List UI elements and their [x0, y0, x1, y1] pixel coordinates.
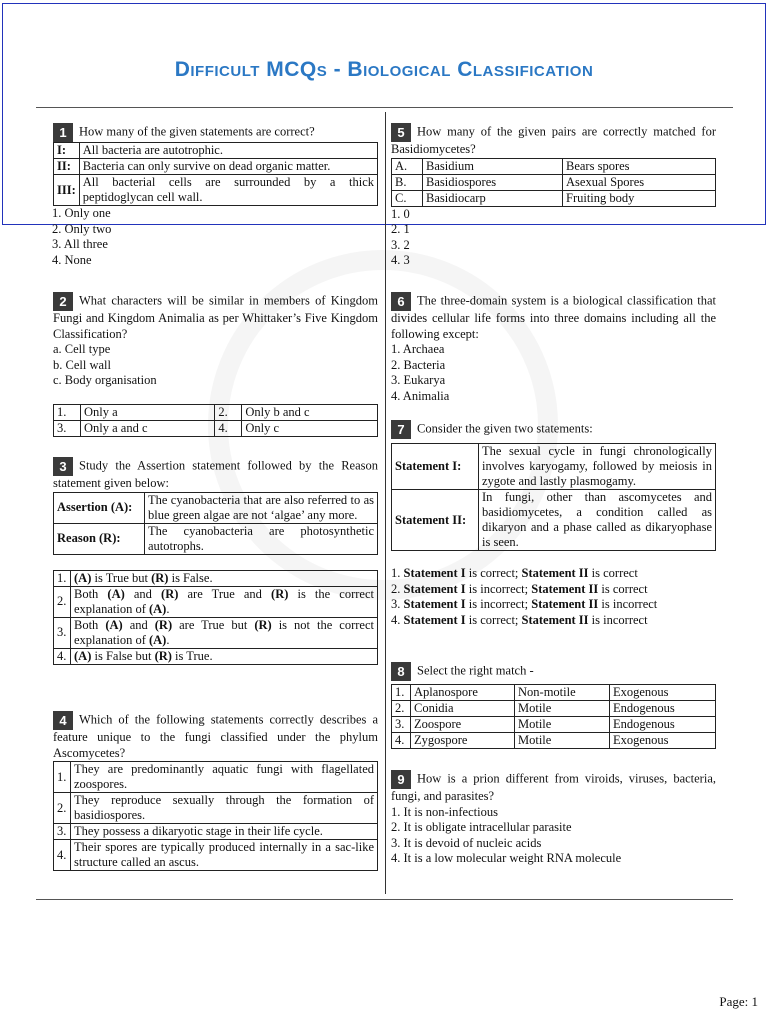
question-number: 6 — [391, 292, 411, 311]
question-text: What characters will be similar in members of Kingdom Fungi and Kingdom Animalia as per Whittaker’s Five Kingdom Classification? — [53, 293, 378, 341]
question-2 — [53, 292, 378, 437]
table-row[interactable]: 1. (A) is True but (R) is False. — [54, 570, 378, 586]
options-list — [391, 342, 716, 404]
question-8 — [391, 662, 716, 749]
table-row[interactable]: 2. They reproduce sexually through the formation of basidiospores. — [54, 793, 378, 824]
question-text: How many of the given statements are correct? — [79, 124, 315, 139]
items-list — [53, 342, 378, 389]
question-1 — [53, 123, 378, 268]
question-9 — [391, 770, 716, 867]
options-table — [53, 761, 378, 871]
top-divider — [36, 107, 733, 108]
statements-table — [53, 142, 378, 206]
option[interactable]: Only a — [81, 404, 215, 420]
question-number: 7 — [391, 420, 411, 439]
option[interactable]: 1. It is non-infectious — [391, 804, 498, 819]
question-number: 8 — [391, 662, 411, 681]
question-number: 9 — [391, 770, 411, 789]
options-list — [391, 207, 716, 269]
options-list — [391, 566, 716, 628]
table-row[interactable]: 1. Aplanospore Non-motile Exogenous — [392, 685, 716, 701]
option[interactable]: 3. It is devoid of nucleic acids — [391, 835, 542, 850]
option[interactable]: 2. Only two — [52, 221, 112, 236]
table-row[interactable]: 4. Zygospore Motile Exogenous — [392, 733, 716, 749]
table-row: I: All bacteria are autotrophic. — [54, 143, 378, 159]
options-grid — [53, 404, 378, 437]
option[interactable]: 4. 3 — [391, 253, 410, 267]
table-row[interactable]: 4. Their spores are typically produced internally in a sac-like structure called an ascus. — [54, 840, 378, 871]
question-number: 1 — [53, 123, 73, 142]
option[interactable]: 1. Statement I is correct; Statement II is correct — [391, 566, 638, 580]
table-row: Reason (R): The cyanobacteria are photosynthetic autotrophs. — [54, 523, 378, 554]
question-4 — [53, 711, 378, 871]
option[interactable]: 4. Statement I is correct; Statement II is incorrect — [391, 612, 648, 627]
question-number: 4 — [53, 711, 73, 730]
question-text: The three-domain system is a biological classification that divides cellular life forms into three domains including all the following except: — [391, 293, 716, 341]
table-row[interactable]: 1. They are predominantly aquatic fungi with flagellated zoospores. — [54, 762, 378, 793]
option[interactable]: 4. It is a low molecular weight RNA molecule — [391, 851, 622, 865]
option[interactable]: 1. Only one — [52, 206, 111, 220]
table-row: Statement I: The sexual cycle in fungi chronologically involves karyogamy, followed by meiosis in zygote and lastly plasmogamy. — [392, 444, 716, 490]
option[interactable]: 4. None — [52, 252, 92, 267]
option[interactable]: Only a and c — [81, 420, 215, 436]
option[interactable]: Only c — [242, 420, 378, 436]
options-list — [52, 206, 378, 268]
question-text: Which of the following statements correctly describes a feature unique to the fungi classified under the phylum Ascomycetes? — [53, 712, 378, 760]
table-row: 3. Only a and c 4. Only c — [54, 420, 378, 436]
assertion-reason-table — [53, 492, 378, 555]
option[interactable]: 1. Archaea — [391, 342, 445, 356]
pairs-table — [391, 158, 716, 207]
table-row: II: Bacteria can only survive on dead organic matter. — [54, 159, 378, 175]
question-7 — [391, 420, 716, 628]
option[interactable]: 3. All three — [52, 237, 108, 251]
option[interactable]: 2. It is obligate intracellular parasite — [391, 820, 572, 834]
option[interactable]: 3. Eukarya — [391, 373, 446, 387]
table-row[interactable]: 4. (A) is False but (R) is True. — [54, 648, 378, 664]
option[interactable]: Only b and c — [242, 404, 378, 420]
question-3 — [53, 457, 378, 665]
question-number: 2 — [53, 292, 73, 311]
statements-table — [391, 443, 716, 551]
question-number: 3 — [53, 457, 73, 476]
table-row[interactable]: 3. They possess a dikaryotic stage in their life cycle. — [54, 824, 378, 840]
question-text: Study the Assertion statement followed by the Reason statement given below: — [53, 458, 378, 490]
option[interactable]: 3. Statement I is incorrect; Statement II is incorrect — [391, 597, 658, 611]
option[interactable]: 1. 0 — [391, 206, 410, 221]
column-divider — [385, 112, 386, 894]
question-number: 5 — [391, 123, 411, 142]
question-6 — [391, 292, 716, 404]
table-row: C. Basidiocarp Fruiting body — [392, 190, 716, 206]
list-item: c. Body organisation — [53, 373, 157, 387]
option[interactable]: 3. 2 — [391, 237, 410, 252]
bottom-divider — [36, 899, 733, 900]
page-number: Page: 1 — [719, 994, 758, 1009]
table-row: III: All bacterial cells are surrounded by a thick peptidoglycan cell wall. — [54, 175, 378, 206]
option[interactable]: 2. Bacteria — [391, 357, 446, 372]
table-row: Statement II: In fungi, other than ascomycetes and basidiomycetes, a condition called as dikaryon and a phase called as dikaryophase is seen. — [392, 490, 716, 551]
list-item: b. Cell wall — [53, 357, 111, 372]
page-title: Difficult MCQs - Biological Classification — [174, 58, 594, 81]
table-row: B. Basidiospores Asexual Spores — [392, 174, 716, 190]
table-row: Assertion (A): The cyanobacteria that are also referred to as blue green algae are not ‘algae’ any more. — [54, 492, 378, 523]
table-row[interactable]: 2. Conidia Motile Endogenous — [392, 701, 716, 717]
table-row[interactable]: 3. Zoospore Motile Endogenous — [392, 717, 716, 733]
table-row[interactable]: 2. Both (A) and (R) are True and (R) is the correct explanation of (A). — [54, 586, 378, 617]
options-list — [391, 805, 716, 867]
question-text: Select the right match - — [417, 663, 534, 678]
option[interactable]: 2. 1 — [391, 222, 410, 236]
option[interactable]: 4. Animalia — [391, 388, 450, 403]
question-text: How many of the given pairs are correctly matched for Basidiomycetes? — [391, 124, 716, 156]
options-table — [53, 570, 378, 665]
list-item: a. Cell type — [53, 342, 111, 356]
match-table — [391, 684, 716, 749]
table-row[interactable]: 3. Both (A) and (R) are True but (R) is not the correct explanation of (A). — [54, 617, 378, 648]
option[interactable]: 2. Statement I is incorrect; Statement II is correct — [391, 581, 648, 596]
table-row: A. Basidium Bears spores — [392, 158, 716, 174]
question-text: Consider the given two statements: — [417, 421, 593, 436]
table-row: 1. Only a 2. Only b and c — [54, 404, 378, 420]
question-5 — [391, 123, 716, 269]
question-text: How is a prion different from viroids, viruses, bacteria, fungi, and parasites? — [391, 771, 716, 803]
